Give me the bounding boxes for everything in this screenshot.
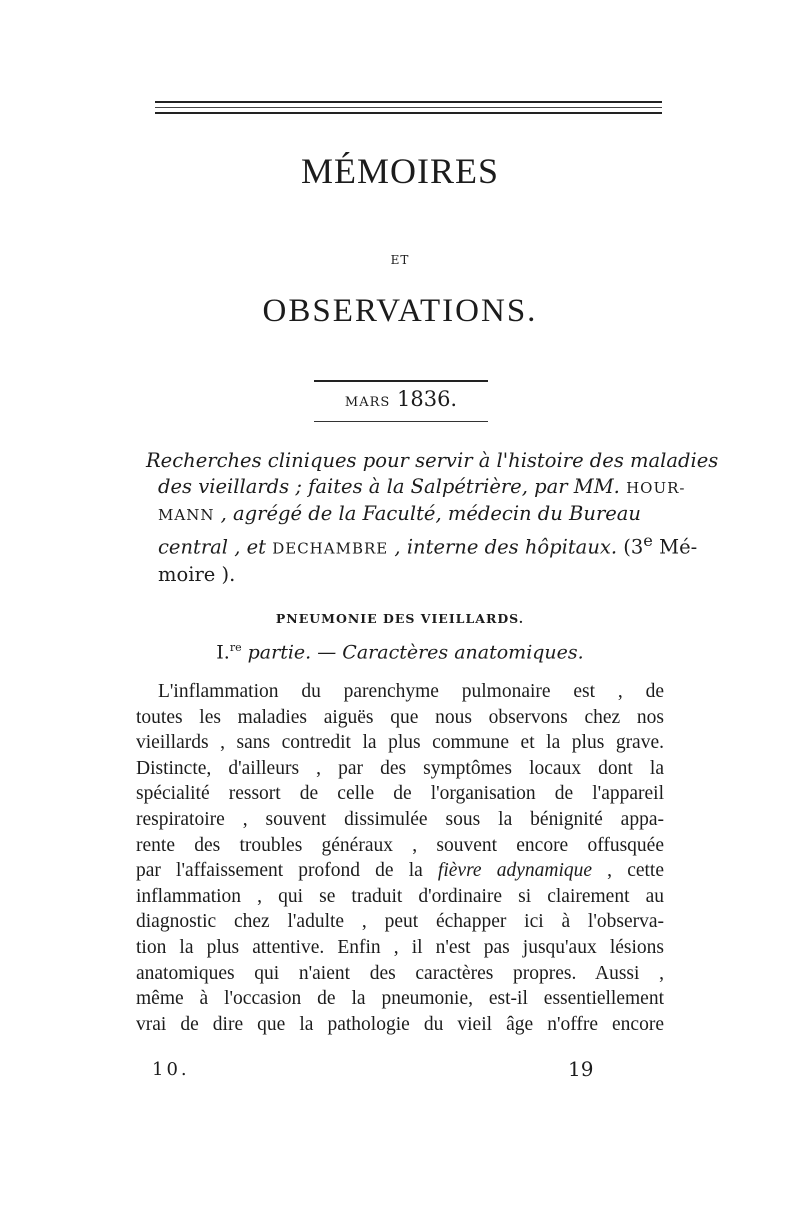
article-intro <box>146 448 719 588</box>
body-line: inflammation , qui se traduit d'ordinaire si clairement au <box>136 885 664 907</box>
body-line: rente des troubles généraux , souvent encore offusquée <box>136 834 664 856</box>
issue-month: MARS <box>344 395 391 410</box>
top-rule-thin <box>155 107 662 108</box>
memoir-number: (3 <box>623 535 644 559</box>
intro-line <box>146 448 719 474</box>
body-line: diagnostic chez l'adulte , peut échapper ici à l'observa- <box>136 911 664 933</box>
issue-date <box>314 387 488 411</box>
body-line <box>136 858 664 884</box>
body-line: vieillards , sans contredit la plus commune et la plus grave. <box>136 732 664 754</box>
page-title: MÉMOIRES <box>300 151 500 191</box>
intro-text: Recherches cliniques pour servir à l'histoire des maladies <box>146 449 719 472</box>
page-subtitle: OBSERVATIONS. <box>262 293 538 329</box>
body-line: tion la plus attentive. Enfin , il n'est pas jusqu'aux lésions <box>136 936 664 958</box>
signature-mark: 10. <box>152 1059 190 1080</box>
body-paragraph <box>136 679 664 1037</box>
intro-text: central , et <box>158 535 273 559</box>
body-line: spécialité ressort de celle de l'organisation de l'appareil <box>136 783 664 805</box>
top-rule <box>155 101 662 103</box>
body-text: , cette <box>592 860 664 882</box>
intro-text: , agrégé de la Faculté, médecin du Bureau <box>214 502 641 525</box>
body-line: toutes les maladies aiguës que nous observons chez nos <box>136 706 664 728</box>
body-line: vrai de dire que la pathologie du vieil âge n'offre encore <box>136 1013 664 1035</box>
top-rule-lower <box>155 112 662 114</box>
part-title: partie. — Caractères anatomiques. <box>241 641 584 664</box>
part-number: I. <box>216 641 230 664</box>
author-name: MANN <box>158 506 215 524</box>
memoir-suffix: e <box>643 531 653 550</box>
date-rule-top <box>314 380 488 382</box>
intro-line <box>146 501 672 528</box>
intro-line <box>146 528 698 562</box>
body-line: L'inflammation du parenchyme pulmonaire est , de <box>158 681 664 702</box>
author-name: DECHAMBRE <box>272 539 389 558</box>
body-line: Distincte, d'ailleurs , par des symptômes locaux dont la <box>136 757 664 779</box>
emphasis-text: fièvre adynamique <box>437 860 593 882</box>
body-text: par l'affaissement profond de la <box>136 860 438 882</box>
intro-line <box>146 562 672 588</box>
body-line: anatomiques qui n'aient des caractères propres. Aussi , <box>136 962 664 984</box>
author-name: HOUR- <box>626 479 686 497</box>
body-line: respiratoire , souvent dissimulée sous la bénignité appa- <box>136 808 664 830</box>
title-conjunction: ET <box>390 253 410 267</box>
body-line: même à l'occasion de la pneumonie, est-il essentiellement <box>136 988 664 1010</box>
part-heading <box>0 641 800 663</box>
page-number: 19 <box>568 1057 594 1081</box>
section-heading: PNEUMONIE DES VIEILLARDS. <box>275 611 525 626</box>
issue-year: 1836. <box>396 387 458 411</box>
intro-text: des vieillards ; faites à la Salpétrière, par MM. <box>158 475 627 498</box>
intro-text: moire ). <box>158 562 236 586</box>
date-rule-bottom <box>314 421 488 422</box>
intro-text: Mé- <box>652 535 698 559</box>
intro-text: , interne des hôpitaux. <box>388 535 624 559</box>
part-suffix: re <box>229 641 242 654</box>
intro-line <box>146 474 686 501</box>
